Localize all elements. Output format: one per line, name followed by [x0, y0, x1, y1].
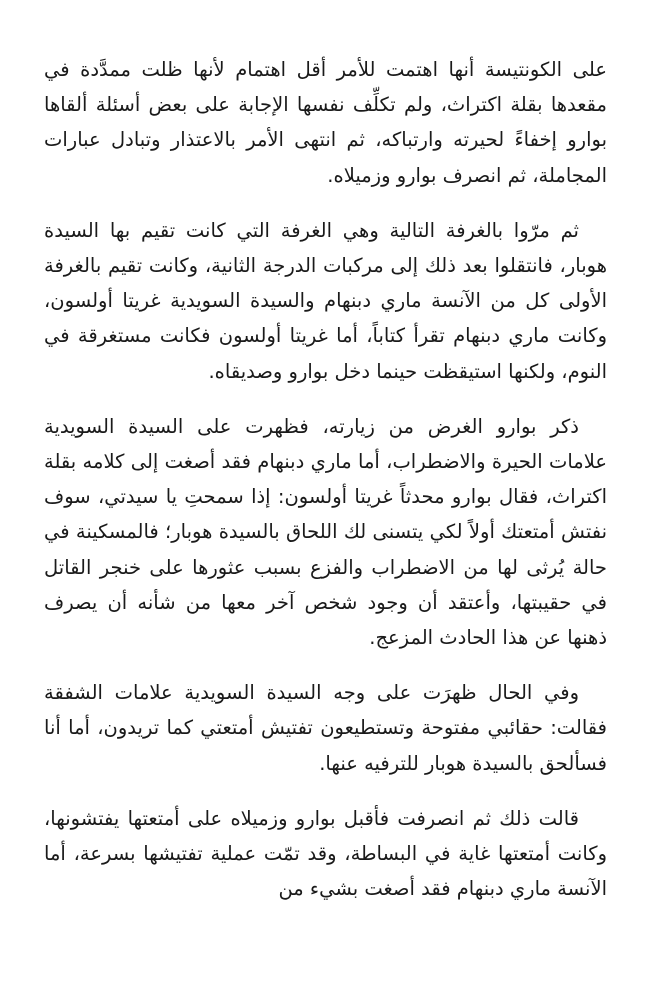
- paragraph-4: وفي الحال ظهرَت على وجه السيدة السويدية علامات الشفقة فقالت: حقائبي مفتوحة وتستطيعون تفتيش أمتعتي كما تريدون، أما أنا فسألحق بالسيدة هوبار للترفيه عنها.: [44, 681, 607, 775]
- paragraph-5: قالت ذلك ثم انصرفت فأقبل بوارو وزميلاه على أمتعتها يفتشونها، وكانت أمتعتها غاية في البساطة، وقد تمّت عملية تفتيشها بسرعة، أما الآنسة ماري دبنهام فقد أصغت بشيء من: [44, 806, 607, 901]
- paragraph-2: ثم مرّوا بالغرفة التالية وهي الغرفة التي كانت تقيم بها السيدة هوبار، فانتقلوا بعد ذلك إلى مركبات الدرجة الثانية، وكانت تقيم بالغرفة الأولى كل من الآنسة ماري دبنهام والسيدة السويدية غريتا أولسون، وكانت ماري دبنهام تقرأ كتاباً، أما غريتا أولسون فكانت مستغرقة في النوم، ولكنها استيقظت حينما دخل بوارو وصديقاه.: [44, 218, 607, 383]
- paragraph-1: على الكونتيسة أنها اهتمت للأمر أقل اهتمام لأنها ظلت ممدَّدة في مقعدها بقلة اكتراث، ولم تكلِّف نفسها الإجابة على بعض أسئلة ألقاها بوارو إخفاءً لحيرته وارتباكه، ثم انتهى الأمر بالاعتذار وتبادل عبارات المجاملة، ثم انصرف بوارو وزميلاه.: [44, 58, 607, 187]
- paragraph-3: ذكر بوارو الغرض من زيارته، فظهرت على السيدة السويدية علامات الحيرة والاضطراب، أما ماري دبنهام فقد أصغت إلى كلامه بقلة اكتراث، فقال بوارو محدثاً غريتا أولسون: إذا سمحتِ يا سيدتي، سوف نفتش أمتعتك أولاً لكي يتسنى لك اللحاق بالسيدة هوبار؛ فالمسكينة في حالة يُرثى لها من الاضطراب والفزع بسبب عثورها على خنجر القاتل في حقيبتها، وأعتقد أن وجود شخص آخر معها من شأنه أن يصرف ذهنها عن هذا الحادث المزعج.: [44, 414, 607, 650]
